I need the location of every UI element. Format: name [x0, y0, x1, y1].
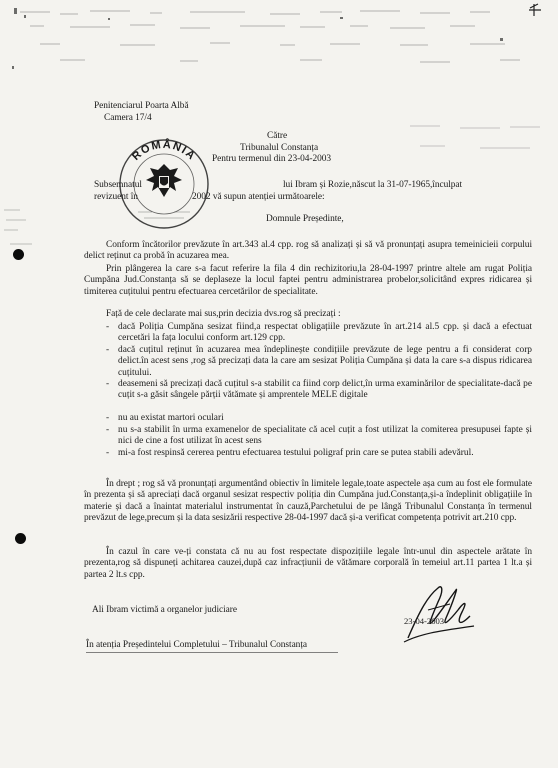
- paragraph-acquittal-request: În cazul în care ve-ți constata că nu au fost respectate dispozițiile legale într-unul din aspectele arătate în prezenta,rog să dispuneți achitarea cauzei,după caz infracțiunii de vătămare corporală în temeiul art.11 partea 1 lt.a și partea 2 lt.s cpp.: [84, 547, 532, 580]
- signature-date: 23-04-2003: [404, 616, 445, 626]
- sender-institution: Penitenciarul Poarta Albă: [94, 101, 189, 111]
- bullet-dash: -: [106, 425, 110, 435]
- recipient-court: Tribunalul Constanța: [240, 143, 319, 153]
- paragraph-in-law: În drept ; rog să vă pronunțați argumentând obiectiv în limitele legale,toate aspectele așa cum au fost ele formulate în prezenta și să apreciați dacă organul sesizat respectiv poliția din Cumpăna jud.Constanța,și-a îndeplinit obligațiile în materie și dacă a înaintat materialul instrumentat în cauză,Parchetului de pe lângă Tribunalul Constanța în termenul prevăzut de lege,precum și la data sesizării respective 28-04-1997 dacă și-a verificat competența potrivit art.210 cpp.: [84, 479, 532, 523]
- scan-noise: [0, 0, 558, 80]
- margin-noise: [0, 200, 60, 260]
- intro-line-2: 2002 vă supun atenției următoarele:: [192, 192, 325, 202]
- request-item: nu s-a stabilit în urma examenelor de specialitate că acel cuțit a fost utilizat la comiterea presupusei fapte și nici de cine a fost utilizat în acest sens: [118, 425, 532, 447]
- bullet-dash: -: [106, 413, 110, 423]
- intro-prefix-2: revizuent în: [94, 192, 138, 202]
- intro-line-1: lui Ibram și Rozie,născut la 31-07-1965,înculpat: [283, 180, 463, 190]
- intro-prefix-1: Subsemnatul: [94, 180, 142, 190]
- svg-text:ROMÂNIA: [130, 138, 198, 163]
- stamp-country-text: ROMÂNIA: [129, 138, 199, 163]
- bullet-dash: -: [106, 322, 110, 332]
- paragraph-requests-intro: Față de cele declarate mai sus,prin decizia dvs.rog să precizați :: [106, 309, 341, 319]
- paragraph-legal-basis: Conform încătorilor prevăzute în art.343 al.4 cpp. rog să analizați și să vă pronunțați asupra temeinicieii corpului delict reținut ca probă în acuzarea mea.: [84, 240, 532, 262]
- request-item: deasemeni să precizați dacă cuțitul s-a stabilit ca fiind corp delict,în urma examinărilor de specialitate-dacă pe cuțit s-a găsit sângele părții vătămate și amprentele MELE digitale: [118, 379, 532, 401]
- recipient-label: Către: [267, 131, 288, 141]
- punch-hole: [15, 533, 26, 544]
- header-noise: [400, 120, 558, 160]
- bullet-dash: -: [106, 345, 110, 355]
- bullet-dash: -: [106, 448, 110, 458]
- request-item: mi-a fost respinsă cererea pentru efectuarea testului poligraf prin care se putea stabili adevărul.: [118, 448, 474, 458]
- footer-attention-note: În atenția Președintelui Completului – Tribunalul Constanța: [86, 640, 307, 650]
- request-item: dacă Poliția Cumpăna sesizat fiind,a respectat obligațiile prevăzute în art.214 al.5 cpp. și dacă a efectuat cercetări la fața locului conform art.129 cpp.: [118, 322, 532, 344]
- footer-underline: [86, 652, 338, 653]
- paragraph-complaint: Prin plângerea la care s-a facut referire la fila 4 din rechizitoriu,la 28-04-1997 printre altele am rugat Poliția Cumpăna Jud.Constanța să se deplaseze la locul faptei pentru administrarea probelor,solicitând expres ridicarea și timiterea cuțitului pentru efectuarea cercetărilor de specialitate.: [84, 264, 532, 297]
- hearing-date: Pentru termenul din 23-04-2003: [212, 154, 332, 164]
- sender-cell: Camera 17/4: [104, 113, 152, 123]
- salutation: Domnule Președinte,: [266, 214, 344, 224]
- request-item: dacă cuțitul reținut în acuzarea mea îndeplinește condițiile prevăzute de lege pentru a fi considerat corp delict.în acest sens ,rog să precizați data la care am sesizat Poliția Cumpăna și data la care s-a dispus ridicarea cuțitului.: [118, 345, 532, 378]
- punch-hole: [13, 249, 24, 260]
- request-item: nu au existat martori oculari: [118, 413, 224, 423]
- signoff: Ali Ibram victimă a organelor judiciare: [92, 605, 237, 615]
- bullet-dash: -: [106, 379, 110, 389]
